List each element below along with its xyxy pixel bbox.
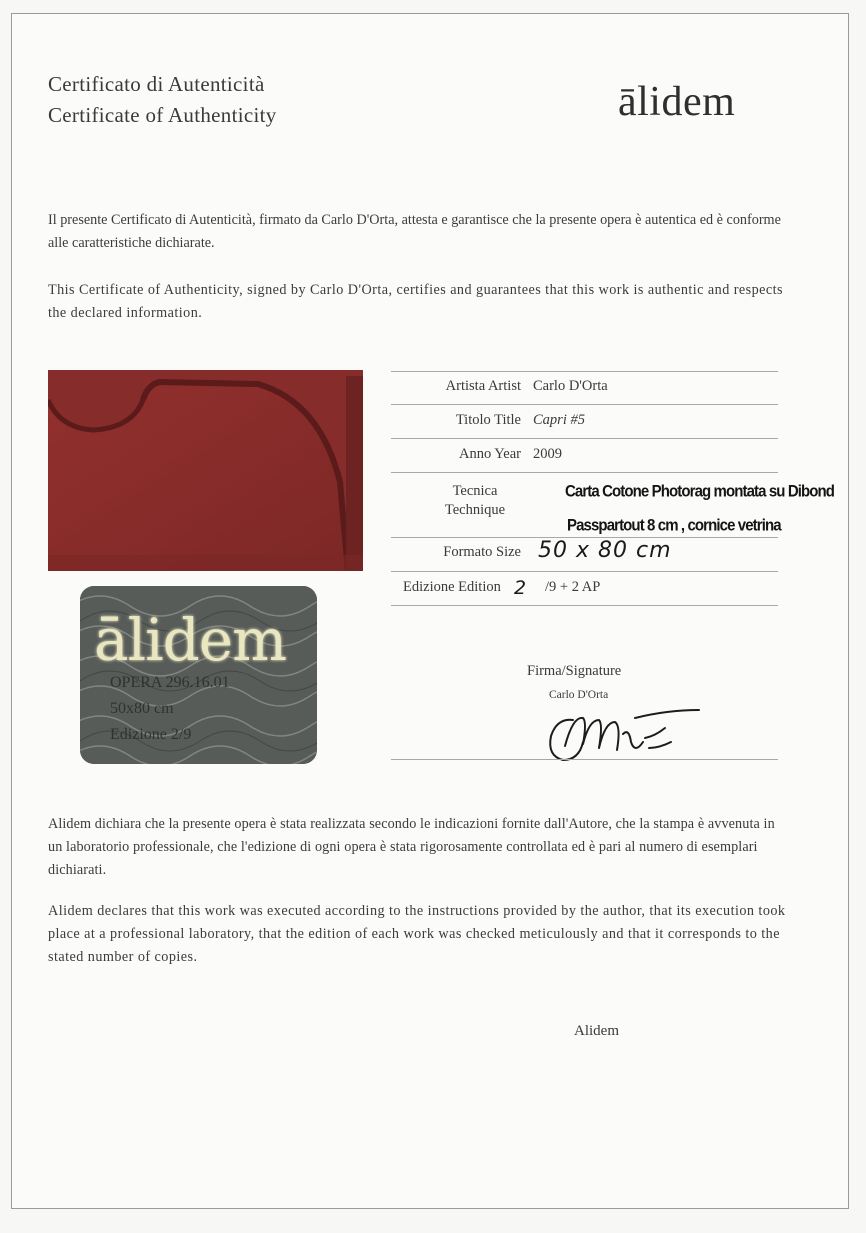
technique-label-it: Tecnica — [452, 483, 498, 499]
artist-value: Carlo D'Orta — [533, 378, 608, 394]
size-label: Formato Size — [443, 544, 521, 560]
issuer-name: Alidem — [574, 1023, 619, 1039]
alidem-logo: ālidem — [618, 79, 736, 125]
hologram-line-1: OPERA 296.16.01 — [110, 674, 230, 691]
intro-english: This Certificate of Authenticity, signed by Carlo D'Orta, certifies and guarantees that this work is authentic and respects the declared information. — [48, 282, 784, 321]
year-value: 2009 — [533, 446, 562, 462]
handwritten-signature — [543, 698, 703, 768]
title-italian: Certificato di Autenticità — [48, 72, 265, 96]
table-rule — [391, 438, 778, 439]
technique-value-line-1: Carta Cotone Photorag montata su Dibond — [565, 482, 835, 501]
technique-label-en: Technique — [444, 502, 506, 518]
table-rule — [391, 759, 778, 760]
size-value: 50 x 80 cm — [538, 538, 672, 563]
declaration-italian: Alidem dichiara che la presente opera è stata realizzata secondo le indicazioni fornite dall'Autore, che la stampa è avvenuta in un laboratorio professionale, che l'edizione di ogni opera è stata rigorosamente controllata ed è pari al numero di esemplari dichiarati. — [48, 816, 775, 878]
table-rule — [391, 571, 778, 572]
signer-name: Carlo D'Orta — [549, 689, 609, 701]
edition-value: /9 + 2 AP — [545, 579, 601, 595]
hologram-seal — [80, 586, 317, 764]
signature-label: Firma/Signature — [527, 663, 622, 679]
edition-number: 2 — [514, 577, 527, 599]
technique-label — [430, 482, 520, 520]
declaration-english: Alidem declares that this work was executed according to the instructions provided by the author, that its execution took place at a professional laboratory, that the edition of each work was checked meticulously and that it corresponds to the stated number of copies. — [48, 903, 786, 965]
title-label: Titolo Title — [455, 412, 521, 428]
artist-label: Artista Artist — [445, 378, 521, 394]
title-value: Capri #5 — [533, 412, 585, 428]
hologram-line-2: 50x80 cm — [110, 700, 174, 717]
title-english: Certificate of Authenticity — [48, 103, 277, 127]
technique-value-line-2: Passpartout 8 cm , cornice vetrina — [567, 516, 781, 535]
edition-label: Edizione Edition — [403, 579, 501, 595]
artwork-image — [48, 370, 363, 571]
intro-italian: Il presente Certificato di Autenticità, firmato da Carlo D'Orta, attesta e garantisce che la presente opera è autentica ed è conforme alle caratteristiche dichiarate. — [48, 212, 781, 251]
table-rule — [391, 472, 778, 473]
table-rule — [391, 404, 778, 405]
year-label: Anno Year — [458, 446, 521, 462]
table-rule — [391, 605, 778, 606]
table-rule — [391, 371, 778, 372]
hologram-line-3: Edizione 2/9 — [110, 726, 192, 743]
hologram-brand: ālidem — [94, 606, 287, 674]
